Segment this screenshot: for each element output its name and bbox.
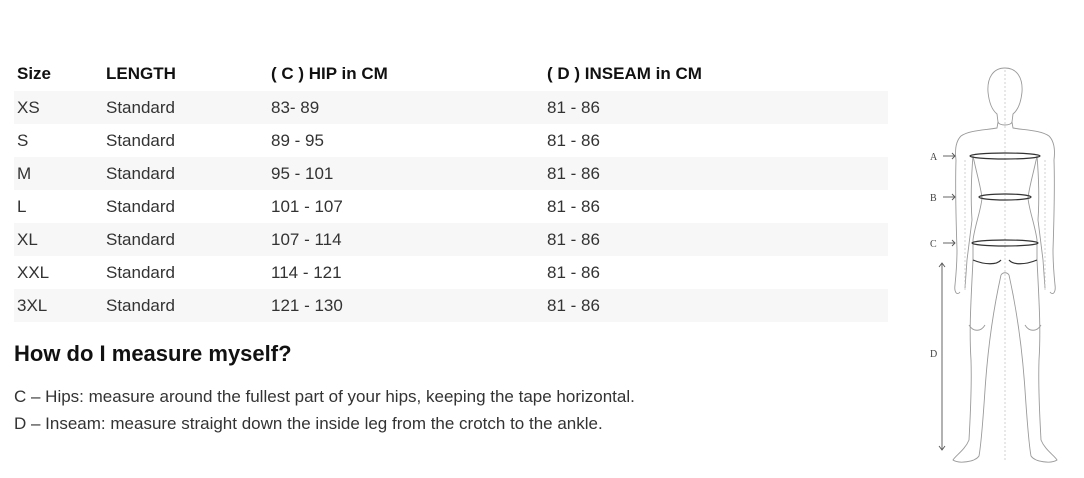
label-b: B xyxy=(930,193,937,204)
size-chart-table xyxy=(14,57,888,322)
cell-inseam: 81 - 86 xyxy=(547,262,600,282)
header-inseam: ( D ) INSEAM in CM xyxy=(547,64,702,83)
table-row xyxy=(14,190,888,223)
cell-size: XXL xyxy=(17,262,50,282)
measure-guide-title: How do I measure myself? xyxy=(14,341,292,366)
header-size: Size xyxy=(17,64,52,83)
label-d: D xyxy=(930,349,938,360)
cell-hip: 101 - 107 xyxy=(271,196,343,216)
cell-hip: 121 - 130 xyxy=(271,295,343,315)
cell-size: L xyxy=(17,196,27,216)
cell-hip: 89 - 95 xyxy=(271,130,324,150)
table-row xyxy=(14,124,888,157)
cell-length: Standard xyxy=(106,262,175,282)
cell-length: Standard xyxy=(106,229,175,249)
cell-length: Standard xyxy=(106,196,175,216)
cell-size: 3XL xyxy=(17,295,48,315)
cell-inseam: 81 - 86 xyxy=(547,130,600,150)
table-row xyxy=(14,157,888,190)
cell-length: Standard xyxy=(106,163,175,183)
header-hip: ( C ) HIP in CM xyxy=(271,64,388,83)
cell-inseam: 81 - 86 xyxy=(547,97,600,117)
hip-instruction: C – Hips: measure around the fullest part of your hips, keeping the tape horizontal. xyxy=(14,387,635,406)
cell-length: Standard xyxy=(106,130,175,150)
label-a: A xyxy=(930,152,938,163)
cell-hip: 83- 89 xyxy=(271,97,320,117)
cell-hip: 107 - 114 xyxy=(271,229,342,249)
table-row xyxy=(14,91,888,124)
inseam-instruction: D – Inseam: measure straight down the inside leg from the crotch to the ankle. xyxy=(14,414,603,433)
cell-length: Standard xyxy=(106,295,175,315)
table-row xyxy=(14,289,888,322)
cell-inseam: 81 - 86 xyxy=(547,196,600,216)
cell-length: Standard xyxy=(106,97,175,117)
cell-hip: 95 - 101 xyxy=(271,163,334,183)
header-length: LENGTH xyxy=(106,64,176,83)
cell-hip: 114 - 121 xyxy=(271,262,342,282)
table-row xyxy=(14,223,888,256)
cell-inseam: 81 - 86 xyxy=(547,229,600,249)
cell-inseam: 81 - 86 xyxy=(547,295,600,315)
table-header-row xyxy=(14,57,888,91)
cell-size: XS xyxy=(17,97,40,117)
cell-size: S xyxy=(17,130,29,150)
body-measurement-figure xyxy=(925,60,1075,470)
cell-inseam: 81 - 86 xyxy=(547,163,600,183)
cell-size: M xyxy=(17,163,32,183)
label-c: C xyxy=(930,239,937,250)
cell-size: XL xyxy=(17,229,38,249)
table-row xyxy=(14,256,888,289)
